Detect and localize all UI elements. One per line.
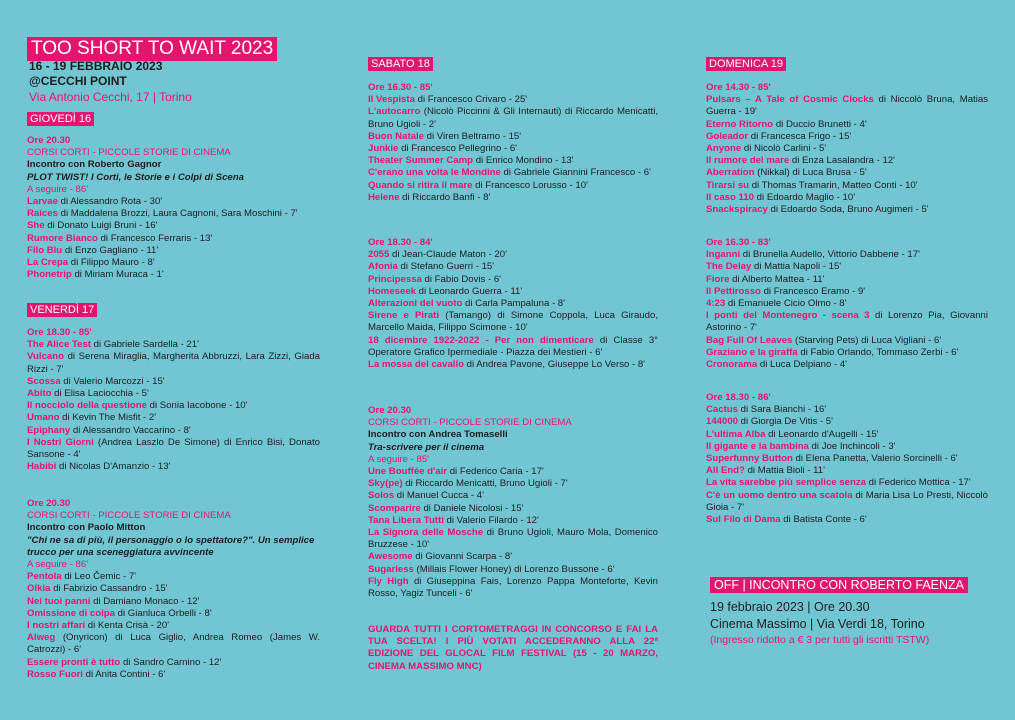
film-credits: di Enza Lasalandra - 12' [789,155,896,167]
film-credits: di Carla Pampaluna - 8' [462,298,565,310]
film-credits: di Enrico Mondino - 13' [473,155,574,167]
film-row [706,261,988,273]
film-credits: di Nicolas D'Amanzio - 13' [56,461,171,473]
film-title: Il Vespista [368,94,415,106]
film-title: Une Bouffée d'air [368,466,448,478]
film-row [368,131,658,143]
film-credits: di Enzo Gagliano - 11' [62,244,159,256]
film-row [27,657,320,669]
film-title: Junkie [368,143,399,155]
film-credits: di Gianluca Orbelli - 8' [114,607,212,619]
off-event-note: (Ingresso ridotto a € 3 per tutti gli iscritti TSTW) [710,634,930,646]
film-row [368,167,658,179]
film-row [27,233,327,245]
session-aseguire: A seguire - 86' [27,559,89,571]
session-sat-1630 [368,82,658,204]
film-row [706,453,988,465]
film-title: Snackspiracy [706,204,768,216]
session-time: Ore 20.30 [27,498,71,509]
film-title: La vita sarebbe più semplice senza [706,477,866,489]
film-row [27,583,320,595]
film-title: Scossa [27,375,61,387]
film-credits: di Damiano Monaco - 12' [90,595,200,607]
film-row [368,490,658,502]
film-row [27,461,320,473]
film-credits: di Sara Bianchi - 16' [738,404,827,416]
film-title: La mossa del cavallo [368,359,464,371]
session-fri-1830 [27,327,320,473]
film-credits: di Alessandro Vaccarino - 8' [70,424,191,436]
film-title: Il gigante e la bambina [706,440,809,452]
film-row [27,425,320,437]
film-title: I ponti del Montenegro - scena 3 [706,310,870,322]
film-row [706,441,988,453]
film-title: La Signora delle Mosche [368,527,484,539]
film-credits: (Starving Pets) di Luca Vigliani - 6' [792,334,942,346]
film-credits: di Leonardo d'Augelli - 15' [765,428,879,440]
session-aseguire: A seguire - 85' [368,453,430,465]
vote-call-to-action: GUARDA TUTTI I CORTOMETRAGGI IN CONCORSO E FAI LA TUA SCELTA! I PIÙ VOTATI ACCEDERANNO ALLA 22ª EDIZIONE DEL GLOCAL FILM FESTIVAL (15 - 20 MARZO, CINEMA MASSIMO MNC) [368,624,658,672]
film-row [27,669,320,681]
film-title: Il rumore del mare [706,155,790,167]
film-title: Filo Blu [27,244,63,256]
film-list [368,466,658,600]
film-credits: di Batista Conte - 6' [780,514,867,526]
film-row [706,416,988,428]
session-sun-1430 [706,82,988,216]
film-title: The Delay [706,261,752,273]
film-row [368,143,658,155]
film-credits: di Maria Lisa Lo Presti, Niccolò Gioia - 7' [706,489,988,513]
film-list [706,249,988,371]
film-row [706,167,988,179]
film-credits: di Sandro Carnino - 12' [120,656,222,668]
film-title: Tirarsi su [706,179,750,191]
film-title: Helene [368,191,400,203]
film-title: L'ultima Alba [706,428,766,440]
film-title: I nostri affari [27,620,86,632]
film-title: Il caso 110 [706,191,755,203]
film-title: Superfunny Button [706,453,793,465]
session-sat-2030 [368,405,658,600]
film-credits: (Onyricon) di Luca Giglio, Andrea Romeo (James W. Catrozzi) - 6' [27,632,320,656]
film-row [27,208,327,220]
film-row [706,490,988,514]
film-credits: di Leonardo Guerra - 11' [416,285,523,297]
film-credits: di Fabio Orlando, Tommaso Zerbi - 6' [797,346,959,358]
film-credits: di Jean-Claude Maton - 20' [389,249,507,261]
session-time: Ore 16.30 - 85' [368,82,433,93]
film-credits: di Duccio Brunetti - 4' [773,118,867,130]
film-list [706,404,988,526]
film-row [27,400,320,412]
film-row [706,131,988,143]
film-credits: (Andrea Laszlo De Simone) di Enrico Bisi, Donato Sansone - 4' [27,436,320,461]
film-credits: di Edoardo Soda, Bruno Augimeri - 5' [767,204,929,216]
film-row [706,119,988,131]
film-row [368,478,658,490]
film-credits: di Mattia Bioli - 11' [744,465,825,477]
session-aseguire: A seguire - 86' [27,183,89,195]
film-credits: di Giuseppina Fais, Lorenzo Pappa Monteforte, Kevin Rosso, Yagiz Tunceli - 6' [368,575,658,600]
film-row [368,180,658,192]
film-credits: di Francesco Eramo - 9' [760,285,866,297]
film-title: Cronorama [706,359,758,371]
film-credits: di Thomas Tramarin, Matteo Conti - 10' [749,179,918,191]
film-row [368,192,658,204]
film-credits: di Brunella Audello, Vittorio Dabbene - 17' [740,249,920,261]
film-title: Sirene e Pirati [368,310,440,322]
film-title: Vulcano [27,351,64,363]
film-credits: (Nikkal) di Luca Brusa - 5' [754,167,867,179]
film-row [706,404,988,416]
film-row [706,274,988,286]
film-row [27,620,320,632]
off-event-where: Cinema Massimo | Via Verdi 18, Torino [710,617,925,631]
film-title: Awesome [368,551,413,563]
film-row [706,310,988,334]
film-credits: di Kenta Crisà - 20' [85,620,170,632]
session-time: Ore 18.30 - 85' [27,327,92,338]
film-title: 144000 [706,416,739,428]
session-meet: Incontro con Roberto Gagnor [27,159,162,171]
film-credits: di Viren Beltramo - 15' [423,130,522,142]
film-row [27,632,320,656]
film-title: 18 dicembre 1922-2022 - Per non dimenticare [368,334,594,346]
film-title: Phonetrip [27,269,72,281]
film-row [368,527,658,551]
film-credits: di Miriam Muraca - 1' [71,269,164,281]
session-sun-1630 [706,237,988,371]
film-credits: di Nicolò Carlini - 5' [741,143,827,155]
film-row [368,503,658,515]
session-time: Ore 14.30 - 85' [706,82,771,93]
film-title: L'autocarro [368,106,421,118]
session-series: CORSI CORTI - PICCOLE STORIE DI CINEMA [27,510,231,522]
film-credits: (Tamango) di Simone Coppola, Luca Giraudo, Marcello Maida, Filippo Scimone - 10' [368,310,658,334]
film-title: I Nostri Giorni [27,436,94,448]
film-title: Sugarless [368,563,414,575]
session-series: CORSI CORTI - PICCOLE STORIE DI CINEMA [27,147,231,159]
film-row [368,466,658,478]
film-title: Cactus [706,404,738,416]
film-credits: di Stefano Guerri - 15' [397,261,495,273]
film-title: The Alice Test [27,339,91,351]
film-title: Scomparire [368,502,421,514]
film-title: 4:23 [706,298,726,310]
film-credits: di Lorenzo Pia, Giovanni Astorino - 7' [706,310,988,334]
film-credits: di Giorgia De Vitis - 5' [738,416,833,428]
session-subtitle: Tra-scrivere per il cinema [368,441,485,453]
film-row [368,576,658,600]
film-row [27,596,320,608]
day-tag-saturday: SABATO 18 [368,57,433,71]
film-title: C'erano una volta le Mondine [368,167,501,179]
film-credits: di Riccardo Banfi - 8' [399,191,491,203]
film-row [27,257,327,269]
film-row [27,339,320,351]
film-row [706,192,988,204]
film-credits: di Filippo Mauro - 8' [68,257,155,269]
film-credits: (Millais Flower Honey) di Lorenzo Bussone - 6' [413,563,615,575]
film-title: Nei tuoi panni [27,595,91,607]
film-title: Tana Libera Tutti [368,514,444,526]
film-list [27,339,320,473]
film-title: Inganni [706,249,741,261]
session-time: Ore 16.30 - 83' [706,237,771,248]
film-row [27,412,320,424]
film-credits: di Niccolò Bruna, Matias Guerra - 19' [706,94,988,118]
film-row [706,94,988,118]
film-row [706,477,988,489]
film-row [27,437,320,461]
session-time: Ore 20.30 [368,405,412,416]
film-row [706,143,988,155]
film-title: Anyone [706,143,742,155]
film-row [368,515,658,527]
film-credits: di Francesco Crivaro - 25' [414,94,528,106]
festival-dates: 16 - 19 FEBBRAIO 2023 [29,59,163,73]
film-title: Rumore Bianco [27,232,98,244]
film-title: Abito [27,388,52,400]
film-title: Pentola [27,571,62,583]
film-row [368,261,658,273]
film-title: Omissione di colpa [27,607,115,619]
film-row [368,551,658,563]
session-meet: Incontro con Paolo Mitton [27,522,146,534]
film-row [27,376,320,388]
film-title: Homeseek [368,285,416,297]
film-credits: di Emanuele Cicio Olmo - 8' [725,298,847,310]
session-meet: Incontro con Andrea Tomaselli [368,429,508,441]
film-credits: di Francesco Lorusso - 10' [472,179,588,191]
film-credits: di Alessandro Rota - 30' [57,196,163,208]
film-row [706,249,988,261]
film-credits: di Gabriele Sardella - 21' [90,339,199,351]
film-credits: di Mattia Napoli - 15' [751,261,842,273]
day-tag-thursday: GIOVEDÌ 16 [27,112,94,126]
film-row [27,269,327,281]
film-credits: di Francesco Pellegrino - 6' [398,143,518,155]
film-title: Larvae [27,196,58,208]
festival-address: Via Antonio Cecchi, 17 | Torino [29,90,192,104]
film-credits: di Valerio Filardo - 12' [443,514,539,526]
film-credits: di Maddalena Brozzi, Laura Cagnoni, Sara Moschini - 7' [57,208,298,220]
film-title: Habibi [27,461,57,473]
film-row [706,359,988,371]
festival-title: TOO SHORT TO WAIT 2023 [27,37,277,61]
session-time: Ore 20.30 [27,135,71,146]
film-credits: di Edoardo Maglio - 10' [754,191,856,203]
film-list [368,94,658,204]
film-title: She [27,220,45,232]
film-title: Epiphany [27,424,71,436]
film-row [368,564,658,576]
film-list [27,196,327,281]
film-title: Rosso Fuori [27,668,83,680]
film-row [368,155,658,167]
film-title: Alterazioni del vuoto [368,298,463,310]
film-row [27,351,320,375]
film-row [706,465,988,477]
film-row [368,249,658,261]
film-credits: di Daniele Nicolosi - 15' [420,502,524,514]
film-title: Essere pronti è tutto [27,656,121,668]
film-credits: di Manuel Cucca - 4' [394,490,484,502]
film-credits: di Anita Contini - 6' [82,668,166,680]
film-row [706,298,988,310]
film-row [368,106,658,130]
film-row [706,335,988,347]
film-credits: di Elisa Laciocchia - 5' [51,388,149,400]
film-list [706,94,988,216]
film-row [27,388,320,400]
film-credits: di Sonia Iacobone - 10' [146,400,248,412]
festival-venue: @CECCHI POINT [29,74,127,88]
film-title: Eterno Ritorno [706,118,774,130]
film-credits: (Nicolò Piccinni & Gli Internauti) di Riccardo Menicatti, Bruno Ugioli - 2' [368,106,658,130]
film-row [368,94,658,106]
film-title: Solos [368,490,395,502]
film-credits: di Federico Caria - 17' [447,466,544,478]
film-credits: di Joe Inchincoli - 3' [808,440,896,452]
film-credits: di Bruno Ugioli, Mauro Mola, Domenico Bruzzese - 10' [368,527,658,551]
session-fri-2030 [27,498,320,681]
session-time: Ore 18.30 - 86' [706,392,771,403]
film-title: Alweg [27,632,56,644]
film-title: Fiore [706,273,730,285]
film-credits: di Giovanni Scarpa - 8' [412,551,513,563]
film-credits: di Andrea Pavone, Giuseppe Lo Verso - 8' [463,359,646,371]
film-title: Afonia [368,261,398,273]
session-subtitle: "Chi ne sa di più, il personaggio o lo spettatore?". Un semplice trucco per una sceneggiatura avvincente [27,534,315,558]
film-title: Bag Full Of Leaves [706,334,793,346]
film-row [368,274,658,286]
film-title: Raíces [27,208,58,220]
film-row [706,514,988,526]
off-event-when: 19 febbraio 2023 | Ore 20.30 [710,600,870,614]
film-title: Sky(pe) [368,478,403,490]
film-title: Graziano e la giraffa [706,346,798,358]
film-credits: di Elena Panetta, Valerio Sorcinelli - 6' [792,453,958,465]
film-row [706,286,988,298]
film-title: Aberration [706,167,755,179]
film-title: Il nocciolo della questione [27,400,147,412]
film-title: Sul Filo di Dama [706,514,781,526]
film-credits: di Riccardo Menicatti, Bruno Ugioli - 7' [402,478,568,490]
film-title: Umano [27,412,60,424]
film-credits: di Leo Čemic - 7' [61,571,137,583]
film-title: Goleador [706,130,749,142]
film-credits: di Fabio Dovis - 6' [421,273,502,285]
film-row [368,286,658,298]
film-credits: di Alberto Mattea - 11' [729,273,825,285]
session-thu-2030 [27,135,327,281]
film-row [706,347,988,359]
film-row [27,571,320,583]
film-row [368,359,658,371]
film-credits: di Federico Mottica - 17' [865,477,971,489]
film-credits: di Classe 3° Operatore Grafico Ipermediale - Piazza dei Mestieri - 6' [368,334,659,358]
film-row [27,608,320,620]
film-title: Buon Natale [368,130,424,142]
film-row [27,196,327,208]
film-title: All End? [706,465,745,477]
session-time: Ore 18.30 - 84' [368,237,433,248]
film-title: C'è un uomo dentro una scatola [706,489,853,501]
film-row [368,298,658,310]
session-sun-1830 [706,392,988,526]
film-credits: di Gabriele Giannini Francesco - 6' [500,167,651,179]
film-credits: di Luca Delpiano - 4' [757,359,848,371]
film-title: Olkia [27,583,51,595]
film-row [706,429,988,441]
film-credits: di Francesca Frigo - 15' [748,130,852,142]
film-title: Principessa [368,273,422,285]
film-title: Pulsars – A Tale of Cosmic Clocks [706,94,874,106]
session-series: CORSI CORTI - PICCOLE STORIE DI CINEMA [368,417,572,429]
film-credits: di Serena Miraglia, Margherita Abbruzzi, Lara Zizzi, Giada Rizzi - 7' [27,351,320,375]
film-credits: di Valerio Marcozzi - 15' [60,375,165,387]
film-title: 2055 [368,249,390,261]
session-subtitle: PLOT TWIST! I Corti, le Storie e i Colpi di Scena [27,171,244,183]
film-row [368,310,658,334]
film-row [706,204,988,216]
film-row [706,155,988,167]
film-credits: di Kevin The Misfit - 2' [59,412,157,424]
day-tag-sunday: DOMENICA 19 [706,57,786,71]
film-row [27,220,327,232]
film-title: La Crepa [27,257,69,269]
off-event-title: OFF | INCONTRO CON ROBERTO FAENZA [710,577,968,593]
film-row [27,245,327,257]
film-credits: di Francesco Ferraris - 13' [97,232,213,244]
film-title: Fly High [368,575,409,587]
film-credits: di Donato Luigi Bruni - 16' [44,220,158,232]
film-title: Theater Summer Camp [368,155,474,167]
film-list [27,571,320,681]
film-row [368,335,658,359]
film-credits: di Fabrizio Cassandro - 15' [50,583,168,595]
day-tag-friday: VENERDÌ 17 [27,303,97,317]
film-title: Quando si ritira il mare [368,179,473,191]
film-row [706,180,988,192]
film-list [368,249,658,371]
film-title: Il Pettirosso [706,285,761,297]
session-sat-1830 [368,237,658,371]
